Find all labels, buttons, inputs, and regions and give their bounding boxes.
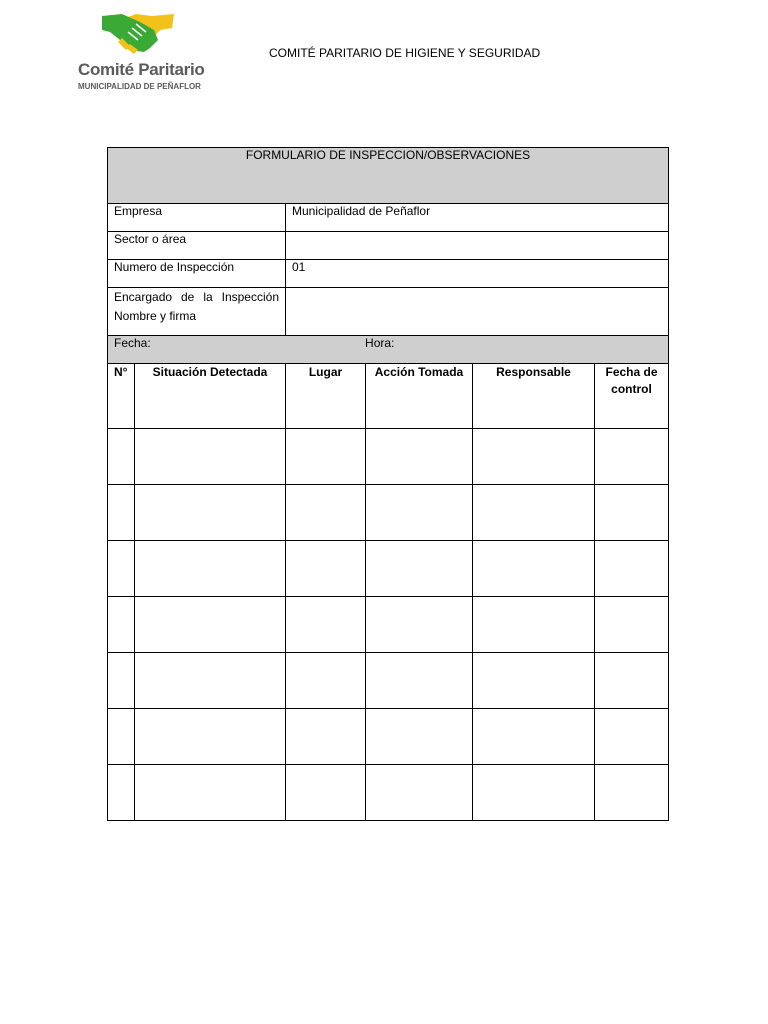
sector-label: Sector o área (108, 232, 286, 260)
table-cell[interactable] (595, 653, 669, 709)
numero-field[interactable]: 01 (286, 260, 669, 288)
table-row (108, 765, 669, 821)
logo-subtitle: MUNICIPALIDAD DE PEÑAFLOR (78, 82, 201, 91)
table-row (108, 597, 669, 653)
table-cell[interactable] (108, 541, 135, 597)
table-cell[interactable] (108, 653, 135, 709)
table-row (108, 429, 669, 485)
table-cell[interactable] (366, 709, 473, 765)
sector-field[interactable] (286, 232, 669, 260)
table-cell[interactable] (286, 429, 366, 485)
data-rows (108, 429, 669, 821)
table-cell[interactable] (135, 485, 286, 541)
col-header-numero: N° (108, 364, 135, 429)
table-cell[interactable] (135, 541, 286, 597)
col-header-lugar: Lugar (286, 364, 366, 429)
table-cell[interactable] (595, 485, 669, 541)
form-title-row (108, 148, 669, 204)
table-cell[interactable] (135, 709, 286, 765)
form-title: FORMULARIO DE INSPECCION/OBSERVACIONES (108, 148, 669, 204)
document-header: COMITÉ PARITARIO DE HIGIENE Y SEGURIDAD (269, 46, 541, 60)
table-cell[interactable] (595, 429, 669, 485)
fecha-label: Fecha: (114, 336, 151, 350)
empresa-label: Empresa (108, 204, 286, 232)
table-cell[interactable] (286, 653, 366, 709)
table-cell[interactable] (595, 597, 669, 653)
table-cell[interactable] (108, 597, 135, 653)
empresa-field[interactable]: Municipalidad de Peñaflor (286, 204, 669, 232)
table-cell[interactable] (366, 653, 473, 709)
table-cell[interactable] (286, 709, 366, 765)
table-cell[interactable] (366, 485, 473, 541)
col-header-accion: Acción Tomada (366, 364, 473, 429)
table-cell[interactable] (473, 653, 595, 709)
logo-title: Comité Paritario (78, 60, 205, 79)
fecha-hora-cell[interactable] (108, 336, 669, 364)
table-cell[interactable] (135, 765, 286, 821)
encargado-row (108, 288, 669, 336)
table-row (108, 485, 669, 541)
table-cell[interactable] (108, 765, 135, 821)
table-cell[interactable] (473, 429, 595, 485)
table-cell[interactable] (473, 709, 595, 765)
inspection-form (107, 147, 669, 821)
numero-row (108, 260, 669, 288)
numero-label: Numero de Inspección (108, 260, 286, 288)
table-cell[interactable] (286, 597, 366, 653)
sector-row (108, 232, 669, 260)
table-cell[interactable] (286, 485, 366, 541)
table-cell[interactable] (473, 485, 595, 541)
table-cell[interactable] (595, 541, 669, 597)
encargado-label (108, 288, 286, 336)
table-cell[interactable] (473, 541, 595, 597)
table-cell[interactable] (286, 541, 366, 597)
table-cell[interactable] (366, 541, 473, 597)
table-cell[interactable] (108, 429, 135, 485)
encargado-label-line1: Encargado de la Inspección (114, 290, 279, 304)
table-row (108, 653, 669, 709)
col-header-responsable: Responsable (473, 364, 595, 429)
table-cell[interactable] (366, 597, 473, 653)
table-row (108, 541, 669, 597)
logo (76, 10, 205, 94)
table-row (108, 709, 669, 765)
table-cell[interactable] (595, 765, 669, 821)
empresa-row (108, 204, 669, 232)
table-cell[interactable] (286, 765, 366, 821)
table-cell[interactable] (595, 709, 669, 765)
table-cell[interactable] (473, 765, 595, 821)
table-cell[interactable] (135, 653, 286, 709)
encargado-label-line2: Nombre y firma (114, 309, 197, 323)
table-header-row (108, 364, 669, 429)
table-cell[interactable] (108, 709, 135, 765)
table-cell[interactable] (108, 485, 135, 541)
handshake-icon (100, 10, 176, 56)
table-cell[interactable] (135, 429, 286, 485)
hora-label: Hora: (365, 336, 395, 350)
col-header-situacion: Situación Detectada (135, 364, 286, 429)
table-cell[interactable] (366, 429, 473, 485)
fecha-hora-row (108, 336, 669, 364)
table-cell[interactable] (366, 765, 473, 821)
col-header-fecha-control: Fecha de control (595, 364, 669, 429)
table-cell[interactable] (473, 597, 595, 653)
table-cell[interactable] (135, 597, 286, 653)
encargado-field[interactable] (286, 288, 669, 336)
